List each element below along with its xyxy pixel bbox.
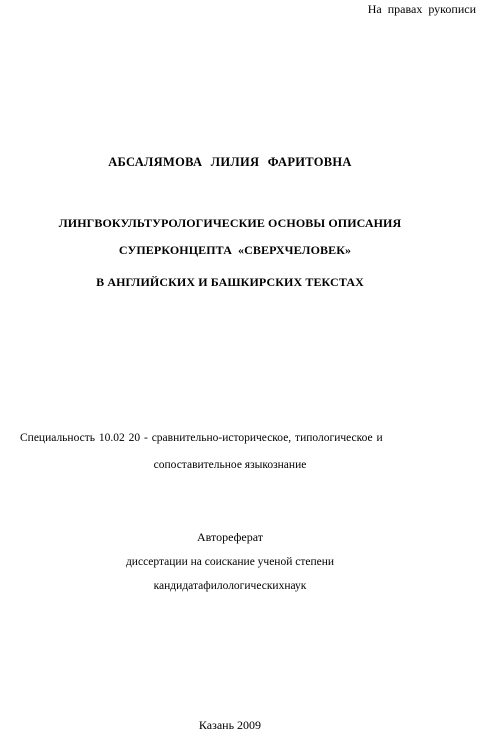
title-line-3: В АНГЛИЙСКИХ И БАШКИРСКИХ ТЕКСТАХ xyxy=(96,275,364,289)
specialty-line-1: Специальность 10.02 20 - сравнительно-историческое, типологическое и xyxy=(20,432,383,444)
title-line-2: СУПЕРКОНЦЕПТА «СВЕРХЧЕЛОВЕК» xyxy=(118,243,352,257)
rights-note: На правах рукописи xyxy=(367,2,476,16)
title-line-1: ЛИНГВОКУЛЬТУРОЛОГИЧЕСКИЕ ОСНОВЫ ОПИСАНИЯ xyxy=(58,216,402,230)
abstract-heading: Автореферат xyxy=(197,530,263,544)
specialty-line-2: сопоставительное языкознание xyxy=(153,459,307,471)
abstract-line-2: диссертации на соискание ученой степени xyxy=(125,556,335,568)
author-name: АБСАЛЯМОВА ЛИЛИЯ ФАРИТОВНА xyxy=(108,155,352,169)
abstract-line-3: кандидатафилологическихнаук xyxy=(153,580,307,592)
city-year: Казань 2009 xyxy=(198,718,262,732)
